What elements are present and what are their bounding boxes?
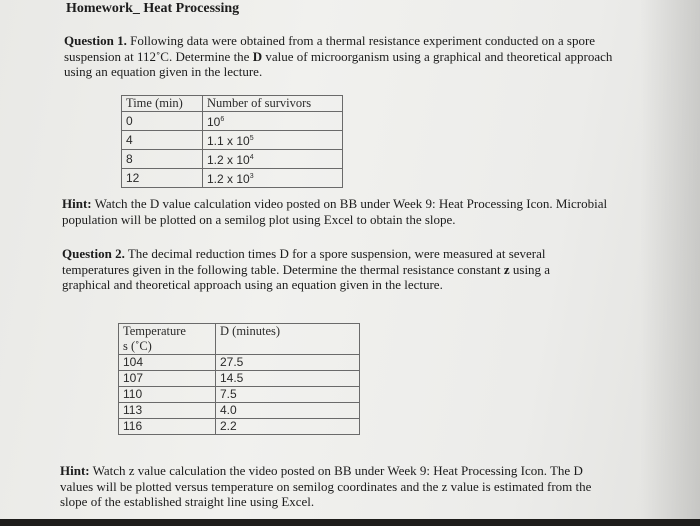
page-bottom-edge [0, 519, 700, 526]
temperature-cell: 104 [119, 355, 216, 371]
question-1 [64, 33, 624, 80]
temperature-cell: 110 [119, 387, 216, 403]
table-row [122, 150, 343, 169]
column-header-survivors: Number of survivors [203, 96, 343, 112]
survivors-cell [203, 169, 343, 188]
survivors-cell [203, 112, 343, 131]
temperature-header-line1: Temperature [123, 324, 186, 338]
column-header-temperature [119, 324, 216, 355]
survivors-base: 10 [207, 115, 221, 129]
d-value-cell: 4.0 [216, 403, 360, 419]
question-2-bold-term: z [503, 261, 510, 277]
table-row [119, 419, 360, 435]
table-header-row [122, 96, 343, 112]
question-1-text-end: value of microorganism using a graphical and theoretical approach using an equation given in the lecture. [64, 48, 613, 79]
survivors-exponent: 5 [249, 135, 254, 142]
hint-2-text: Watch z value calculation the video posted on BB under Week 9: Heat Processing Icon. The D values will be plotted versus temperature on semilog coordinates and the z value is estimated from the slope of the established straight line using Excel. [60, 463, 592, 509]
survivors-cell [203, 150, 343, 169]
survivors-cell [203, 131, 343, 150]
column-header-time: Time (min) [122, 96, 203, 112]
hint-2 [60, 463, 600, 510]
temperature-header-line2: s (˚C) [123, 339, 152, 353]
survivors-base: 1.2 x 10 [207, 153, 250, 167]
hint-2-label: Hint: [60, 463, 90, 478]
time-cell: 4 [122, 131, 203, 150]
d-value-cell: 27.5 [216, 355, 360, 371]
question-2-text: The decimal reduction times D for a spore suspension, were measured at several temperatures given in the following table. Determine the thermal resistance constant [62, 246, 546, 277]
table-row [122, 169, 343, 188]
hint-1 [62, 196, 622, 227]
temperature-cell: 113 [119, 403, 216, 419]
survivors-base: 1.1 x 10 [207, 134, 250, 148]
d-value-cell: 7.5 [216, 387, 360, 403]
time-cell: 12 [122, 169, 203, 188]
table-header-row [119, 324, 360, 355]
decimal-reduction-table [118, 323, 360, 435]
survivors-base: 1.2 x 10 [207, 172, 250, 186]
table-row [119, 387, 360, 403]
time-cell: 8 [122, 150, 203, 169]
table-row [122, 112, 343, 131]
question-1-bold-term: D [252, 48, 263, 64]
survivors-exponent: 4 [249, 154, 254, 161]
hint-1-text: Watch the D value calculation video posted on BB under Week 9: Heat Processing Icon. Microbial population will be plotted on a semilog plot using Excel to obtain the slope. [62, 196, 608, 227]
d-value-cell: 2.2 [216, 419, 360, 435]
table-row [122, 131, 343, 150]
question-1-label: Question 1. [64, 33, 127, 48]
d-value-cell: 14.5 [216, 371, 360, 387]
table-row [119, 403, 360, 419]
time-cell: 0 [122, 112, 203, 131]
question-2 [62, 246, 582, 293]
survivors-table [121, 95, 343, 188]
question-2-label: Question 2. [62, 246, 125, 261]
column-header-d: D (minutes) [216, 324, 360, 355]
question-2-text-end: using a graphical and theoretical approach using an equation given in the lecture. [62, 261, 551, 292]
temperature-cell: 107 [119, 371, 216, 387]
survivors-exponent: 6 [220, 116, 225, 123]
table-row [119, 355, 360, 371]
temperature-cell: 116 [119, 419, 216, 435]
page-title: Homework_ Heat Processing [66, 1, 240, 16]
table-row [119, 371, 360, 387]
hint-1-label: Hint: [62, 196, 92, 211]
survivors-exponent: 3 [249, 173, 254, 180]
question-1-text: Following data were obtained from a thermal resistance experiment conducted on a spore suspension at 112˚C. Determine the [64, 33, 596, 64]
